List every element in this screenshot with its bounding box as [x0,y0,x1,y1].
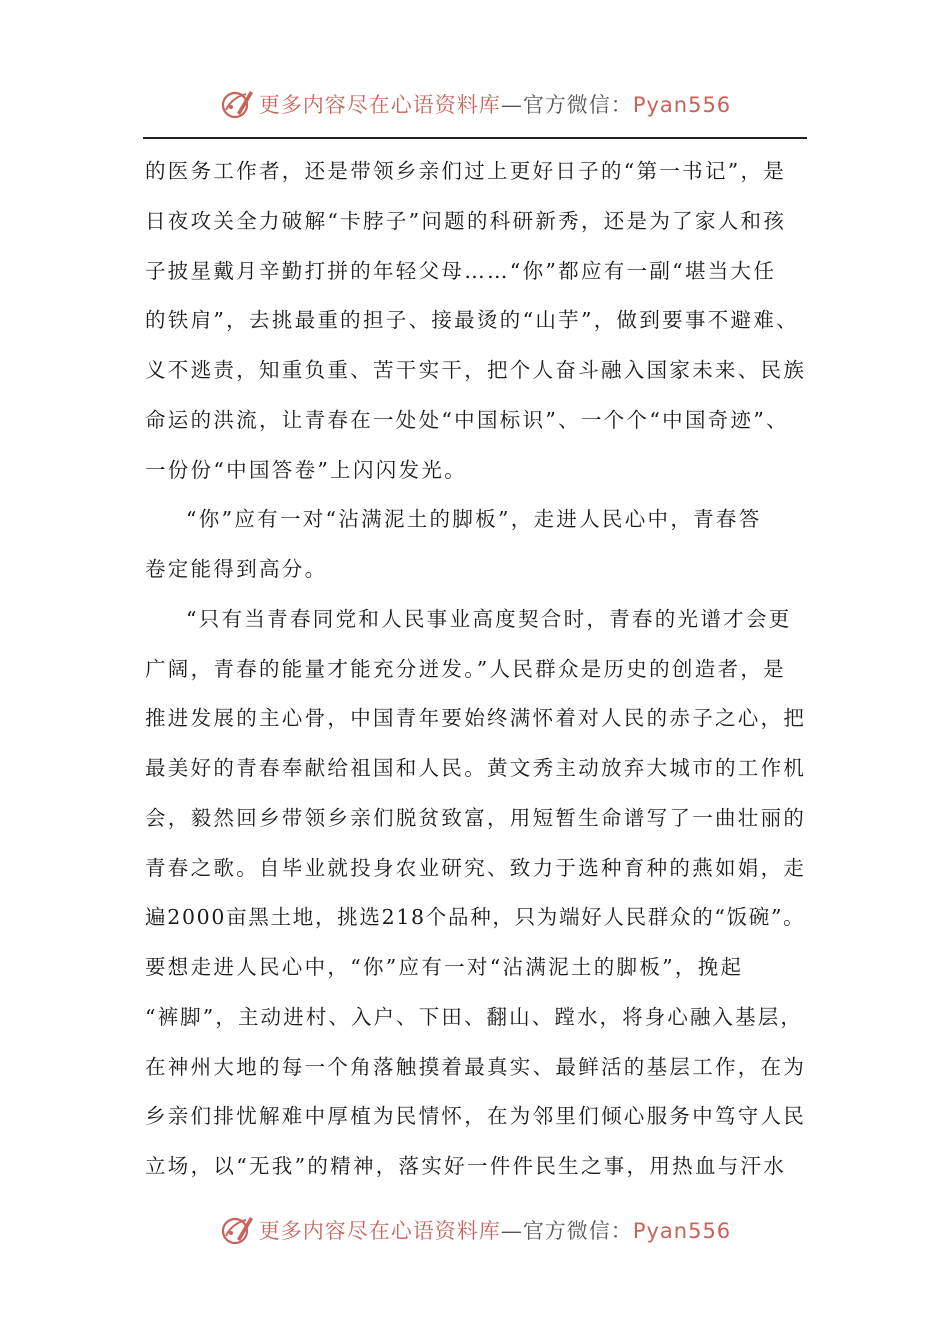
header-divider [143,137,807,139]
text-line: 日夜攻关全力破解“卡脖子”问题的科研新秀，还是为了家人和孩 [145,208,787,233]
text-line: 在神州大地的每一个角落触摸着最真实、最鲜活的基层工作，在为 [145,1054,807,1079]
text-line: 乡亲们排忧解难中厚植为民情怀，在为邻里们倾心服务中笃守人民 [145,1104,807,1129]
text-line: 要想走进人民心中，“你”应有一对“沾满泥土的脚板”，挽起 [145,955,744,979]
header-official-text: —官方微信： [500,93,633,117]
text-line: 遍2000亩黑土地，挑选218个品种，只为端好人民群众的“饭碗”。 [145,905,806,930]
footer-text [259,1215,731,1245]
text-line: 义不逃责，知重负重、苦干实干，把个人奋斗融入国家未来、民族 [145,358,807,382]
document-body [145,147,807,1192]
header-banner [0,84,950,124]
text-line: 立场，以“无我”的精神，落实好一件件民生之事，用热血与汗水 [145,1154,787,1178]
paragraph-start-line: “只有当青春同党和人民事业高度契合时，青春的光谱才会更 [186,606,792,631]
footer-official-text: —官方微信： [500,1219,633,1243]
header-site-text: 更多内容尽在心语资料库 [258,93,501,117]
text-line: 广阔，青春的能量才能充分迸发。”人民群众是历史的创造者，是 [145,656,786,681]
footer-banner [0,1210,950,1250]
text-line: 命运的洪流，让青春在一处处“中国标识”、一个个“中国奇迹”、 [145,407,789,432]
text-line: 一份份“中国答卷”上闪闪发光。 [145,457,467,482]
text-line: 卷定能得到高分。 [145,557,328,581]
text-line: 的铁肩”，去挑最重的担子、接最烫的“山芋”，做到要事不避难、 [145,308,799,333]
pen-logo-icon [219,1212,255,1248]
text-line: 推进发展的主心骨，中国青年要始终满怀着对人民的赤子之心，把 [145,706,807,731]
paragraph-start-line: “你”应有一对“沾满泥土的脚板”，走进人民心中，青春答 [186,507,762,532]
footer-site-text: 更多内容尽在心语资料库 [258,1219,501,1243]
text-line: 最美好的青春奉献给祖国和人民。黄文秀主动放弃大城市的工作机 [145,756,807,780]
header-text [259,89,731,119]
text-line: “裤脚”，主动进村、入户、下田、翻山、蹚水，将身心融入基层， [145,1004,803,1029]
text-line: 子披星戴月辛勤打拼的年轻父母……“你”都应有一副“堪当大任 [145,258,777,283]
pen-logo-icon [219,86,255,122]
footer-wechat-id: Pyan556 [632,1219,732,1243]
text-line: 会，毅然回乡带领乡亲们脱贫致富，用短暂生命谱写了一曲壮丽的 [145,805,807,830]
text-line: 的医务工作者，还是带领乡亲们过上更好日子的“第一书记”，是 [145,159,787,183]
header-wechat-id: Pyan556 [632,93,732,117]
text-line: 青春之歌。自毕业就投身农业研究、致力于选种育种的燕如娟，走 [145,855,807,880]
